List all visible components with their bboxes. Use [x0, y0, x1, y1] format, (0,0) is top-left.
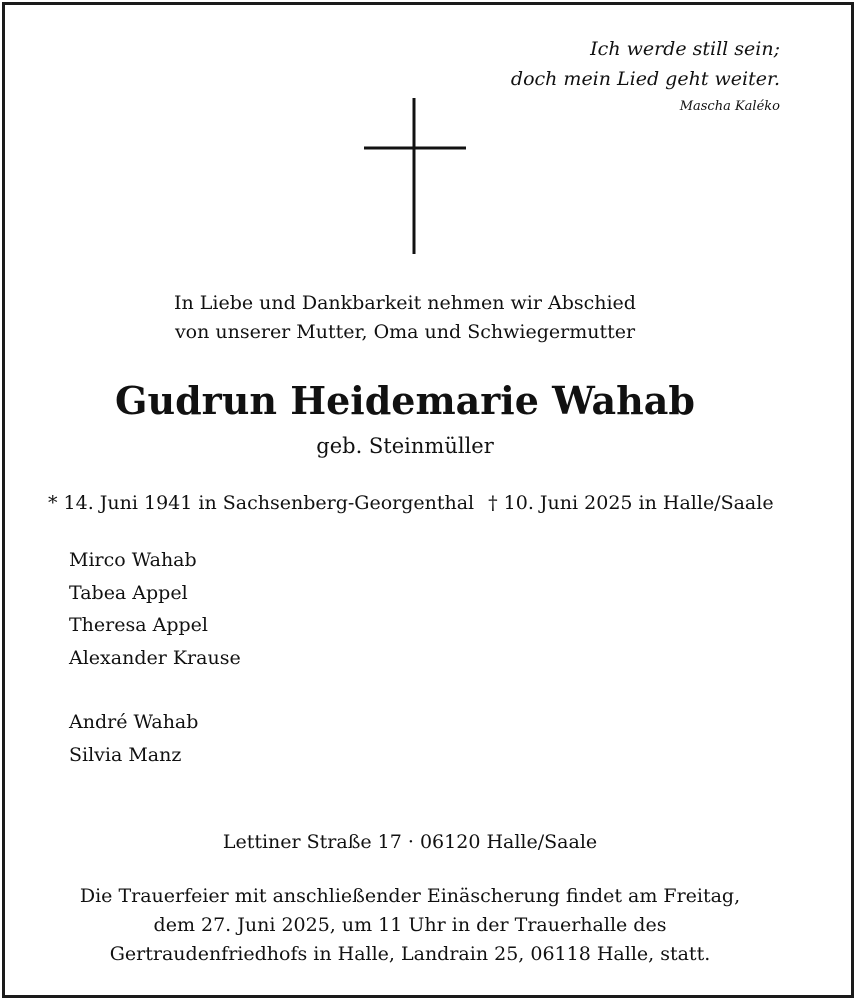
mourners-list [69, 544, 241, 771]
mourner-name: Theresa Appel [69, 614, 208, 636]
quote-line-2: doch mein Lied geht weiter. [510, 68, 780, 90]
mourner-name: Tabea Appel [69, 581, 188, 604]
funeral-ceremony-info [0, 882, 820, 969]
farewell-intro [0, 289, 810, 347]
ceremony-line-1: Die Trauerfeier mit anschließender Einäscherung findet am Freitag, [79, 885, 741, 907]
ceremony-line-3: Gertraudenfriedhofs in Halle, Landrain 25, 06118 Halle, statt. [109, 943, 711, 965]
birth-name: geb. Steinmüller [316, 434, 494, 458]
mourner-group-2 [69, 706, 241, 771]
family-address: Lettiner Straße 17 · 06120 Halle/Saale [222, 831, 598, 853]
birth-date: * 14. Juni 1941 in Sachsenberg-Georgenthal [48, 492, 475, 514]
mourner-name: Alexander Krause [69, 646, 241, 669]
deceased-name: Gudrun Heidemarie Wahab [115, 378, 695, 423]
mourner-name: Mirco Wahab [69, 549, 197, 571]
mourner-group-1 [69, 544, 241, 674]
intro-line-2: von unserer Mutter, Oma und Schwiegermutter [174, 321, 636, 343]
death-date: † 10. Juni 2025 in Halle/Saale [488, 492, 774, 514]
life-dates [48, 488, 828, 518]
ceremony-line-2: dem 27. Juni 2025, um 11 Uhr in der Trauerhalle des [153, 914, 667, 936]
mourner-name: André Wahab [69, 711, 199, 733]
quote-line-1: Ich werde still sein; [590, 38, 780, 60]
quote-author: Mascha Kaléko [679, 99, 780, 114]
cross-icon [364, 98, 468, 254]
intro-line-1: In Liebe und Dankbarkeit nehmen wir Abschied [174, 292, 636, 314]
epigraph-quote [511, 34, 780, 116]
mourner-name: Silvia Manz [69, 743, 182, 766]
